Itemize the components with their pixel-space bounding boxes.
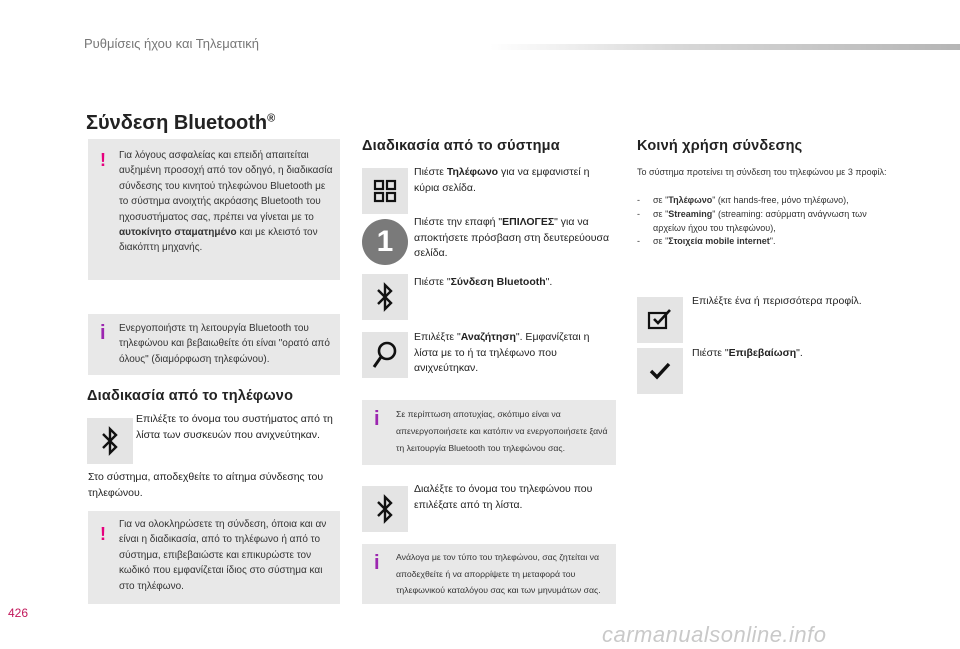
warning-note-code [88, 511, 340, 604]
info-note-failure [362, 400, 616, 465]
info-icon: i [100, 322, 106, 344]
info-text: Ενεργοποιήστε τη λειτουργία Bluetooth του τηλεφώνου και βεβαιωθείτε ότι είναι "ορατό από όλους" (διαμόρφωση τηλεφώνου). [119, 323, 330, 365]
page-title: Σύνδεση Bluetooth® [86, 112, 276, 134]
info-icon: i [374, 408, 380, 430]
profiles-intro: Το σύστημα προτείνει τη σύνδεση του τηλεφώνου με 3 προφίλ: [637, 167, 887, 177]
warning-text: Για να ολοκληρώσετε τη σύνδεση, όποια και αν είναι η διαδικασία, από το τηλέφωνο ή από το σύστημα, επιβεβαιώστε και επικυρώστε τον κωδικό που εμφανίζεται ίδιος στο σύστημα και στο τηλέφωνο. [119, 519, 327, 592]
bluetooth-icon-box [362, 486, 408, 532]
profiles-list [637, 194, 897, 249]
section-title-phone-procedure: Διαδικασία από το τηλέφωνο [87, 388, 294, 404]
section-title-connection-sharing: Κοινή χρήση σύνδεσης [637, 138, 803, 154]
bluetooth-icon [374, 282, 396, 312]
system-step-options: Πιέστε την επαφή "ΕΠΙΛΟΓΕΣ" για να αποκτήσετε πρόσβαση στη δευτερεύουσα σελίδα. [414, 216, 610, 259]
header-title: Ρυθμίσεις ήχου και Τηλεματική [84, 36, 260, 51]
step-number-badge: 1 [362, 219, 408, 265]
accept-request-text: Στο σύστημα, αποδεχθείτε το αίτημα σύνδεσης του τηλεφώνου. [88, 471, 324, 499]
warning-note-safety [88, 139, 340, 280]
phone-menu-icon-box [362, 168, 408, 214]
sharing-step-confirm: Πιέστε "Επιβεβαίωση". [692, 347, 803, 359]
checkbox-icon [647, 308, 673, 332]
info-note-phonebook [362, 544, 616, 604]
bluetooth-icon-box [362, 274, 408, 320]
search-icon-box [362, 332, 408, 378]
grid-icon [373, 179, 397, 203]
phone-step-select-system: Επιλέξτε το όνομα του συστήματος από τη λίστα των συσκευών που ανιχνεύτηκαν. [136, 413, 333, 441]
system-step-search: Επιλέξτε "Αναζήτηση". Εμφανίζεται η λίστα με το ή τα τηλέφωνο που ανιχνεύτηκαν. [414, 331, 590, 374]
profile-select-icon-box [637, 297, 683, 343]
confirm-icon-box [637, 348, 683, 394]
header-divider [490, 44, 960, 50]
section-title-system-procedure: Διαδικασία από το σύστημα [362, 138, 560, 154]
list-item: - σε "Τηλέφωνο" (κιτ hands-free, μόνο τηλέφωνο), [637, 195, 849, 205]
warning-icon: ! [100, 524, 106, 544]
warning-text: Για λόγους ασφαλείας και επειδή απαιτείται αυξημένη προσοχή από τον οδηγό, η διαδικασία σύνδεσης του κινητού τηλεφώνου Bluetooth με το σύστημα ανοιχτής ακρόασης Bluetooth του ηχοσυστήματος σας, πρέπει να γίνεται με το αυτοκίνητο σταματημένο και με κλειστό τον διακόπτη μηχανής. [119, 150, 333, 254]
search-icon [371, 340, 399, 370]
system-step-bluetooth: Πιέστε "Σύνδεση Bluetooth". [414, 276, 553, 288]
list-item: - σε "Streaming" (streaming: ασύρματη ανάγνωση των αρχείων ήχου του τηλεφώνου), [637, 208, 867, 233]
info-text: Σε περίπτωση αποτυχίας, σκόπιμο είναι να απενεργοποιήσετε και κατόπιν να ενεργοποιήσετε ξανά τη λειτουργία Bluetooth του τηλεφώνου σας. [396, 409, 608, 453]
bluetooth-icon [99, 426, 121, 456]
sharing-step-select-profiles: Επιλέξτε ένα ή περισσότερα προφίλ. [692, 295, 862, 307]
bluetooth-icon [374, 494, 396, 524]
system-step-phone: Πιέστε Τηλέφωνο για να εμφανιστεί η κύρια σελίδα. [414, 166, 590, 194]
list-item: - σε "Στοιχεία mobile internet". [637, 236, 776, 247]
system-step-choose-phone: Διαλέξτε το όνομα του τηλεφώνου που επιλέξατε από τη λίστα. [414, 483, 593, 511]
check-icon [648, 360, 672, 382]
info-text: Ανάλογα με τον τύπο του τηλεφώνου, σας ζητείται να αποδεχθείτε ή να απορρίψετε τη μεταφορά του τηλεφωνικού καταλόγου σας και των μηνυμάτων σας. [396, 552, 601, 595]
bluetooth-icon-box [87, 418, 133, 464]
page-number: 426 [8, 606, 29, 620]
info-icon: i [374, 552, 380, 574]
info-note-visibility [88, 314, 340, 375]
watermark: carmanualsonline.info [602, 622, 827, 647]
warning-icon: ! [100, 150, 106, 170]
